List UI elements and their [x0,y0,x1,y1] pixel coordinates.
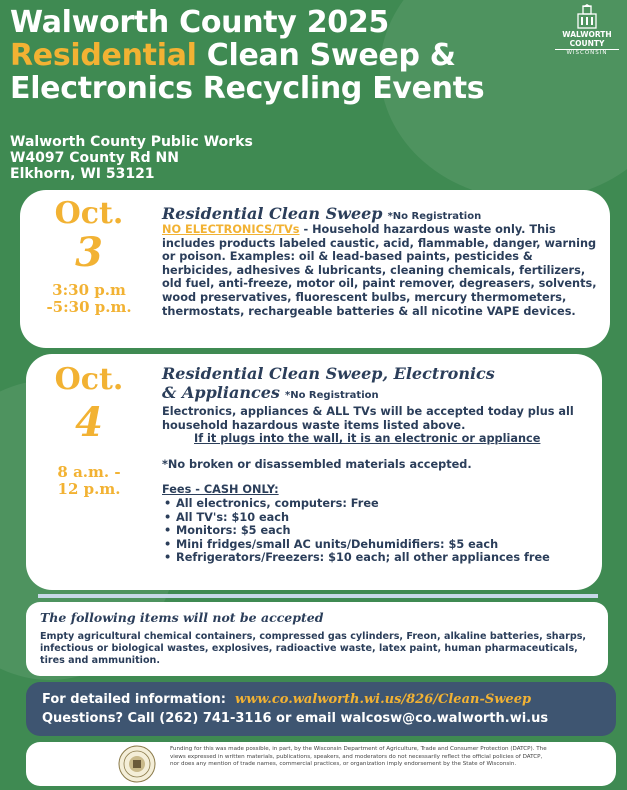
fee-item: • All TV's: $10 each [162,511,594,525]
not-accepted-text: Empty agricultural chemical containers, compressed gas cylinders, Freon, alkaline batteries, sharps, infectious or biological wastes, explosives, radioactive waste, latex paint, human pharmaceuticals, tires and ammunition. [40,631,587,666]
title-line-2-rest: Clean Sweep & [196,38,456,73]
event-day: 4 [75,399,103,446]
fee-item: • All electronics, computers: Free [162,497,594,511]
info-box [26,682,616,736]
event-title-cont: & Appliances [162,383,280,402]
broken-note: *No broken or disassembled materials accepted. [162,457,472,471]
no-registration-note: *No Registration [284,390,379,401]
event-date [26,196,152,316]
no-registration-note: *No Registration [387,211,482,222]
title-line-3: Electronics Recycling Events [10,71,485,106]
event-title: Residential Clean Sweep, Electronics [162,364,495,383]
title-accent: Residential [10,38,197,73]
event-description: Electronics, appliances & ALL TVs will be accepted today plus all household hazardous waste items listed above. [162,405,574,432]
wisconsin-seal-icon [118,745,156,783]
no-electronics-warning: NO ELECTRONICS/TVs [162,223,300,236]
funding-disclaimer: Funding for this was made possible, in part, by the Wisconsin Department of Agriculture, Trade and Consumer Protection (DATCP). The views expressed in written materials, publications, speakers, and moderators do not necessarily reflect the official policies of DATCP, nor does any mention of trade names, commercial practices, or organization imply endorsement by the State of Wisconsin. [170,746,547,768]
event-details [162,364,594,565]
event-month: Oct. [54,362,124,397]
event-day: 3 [75,229,103,276]
description-text: - Household hazardous waste only. This includes products labeled caustic, acid, flammable, danger, warning or poison. Examples: oil & lead-based paints, pesticides & herbicides, adhesives & lubricants, cleaning chemicals, fertilizers, old fuel, anti-freeze, motor oil, paint remover, degreasers, solvents, wood preservatives, fluorescent bulbs, mercury thermometers, thermostats, rechargeable batteries & all nicotine VAPE devices. [162,223,597,318]
not-accepted-box [26,602,608,676]
title-line-1: Walworth County 2025 [10,5,389,40]
fee-item: • Mini fridges/small AC units/Dehumidifiers: $5 each [162,538,594,552]
event-time-end: -5:30 p.m. [46,298,132,316]
info-label: For detailed information: [42,692,226,707]
address-line-2: W4097 County Rd NN [10,150,179,166]
event-time-end: 12 p.m. [57,480,121,498]
event-month: Oct. [54,196,124,231]
address-line-3: Elkhorn, WI 53121 [10,166,155,182]
event-description [162,223,600,318]
logo-county: WALWORTH COUNTY [562,30,612,48]
fee-item: • Refrigerators/Freezers: $10 each; all other appliances free [162,551,594,565]
title-line-2 [10,39,570,72]
event-date [26,362,152,498]
courthouse-icon [574,4,600,30]
fees-title: Fees - CASH ONLY: [162,483,279,497]
divider [38,594,598,598]
address-block [10,134,253,182]
page-header [10,6,570,105]
fees-list [162,497,594,565]
logo-state: WISCONSIN [555,49,619,56]
fee-item: • Monitors: $5 each [162,524,594,538]
county-logo [555,4,619,56]
not-accepted-title: The following items will not be accepted [40,610,324,625]
event-details [162,204,600,318]
info-url-link[interactable]: www.co.walworth.wi.us/826/Clean-Sweep [235,692,532,707]
event-card-oct-3 [20,190,610,348]
contact-line: Questions? Call (262) 741-3116 or email walcosw@co.walworth.wi.us [42,711,549,726]
address-line-1: Walworth County Public Works [10,134,253,150]
event-card-oct-4 [26,354,602,590]
event-title: Residential Clean Sweep [162,204,383,223]
event-time-start: 8 a.m. - [57,463,121,481]
footer-box [26,742,616,786]
plugs-note: If it plugs into the wall, it is an electronic or appliance [194,432,541,446]
event-time-start: 3:30 p.m [52,281,126,299]
